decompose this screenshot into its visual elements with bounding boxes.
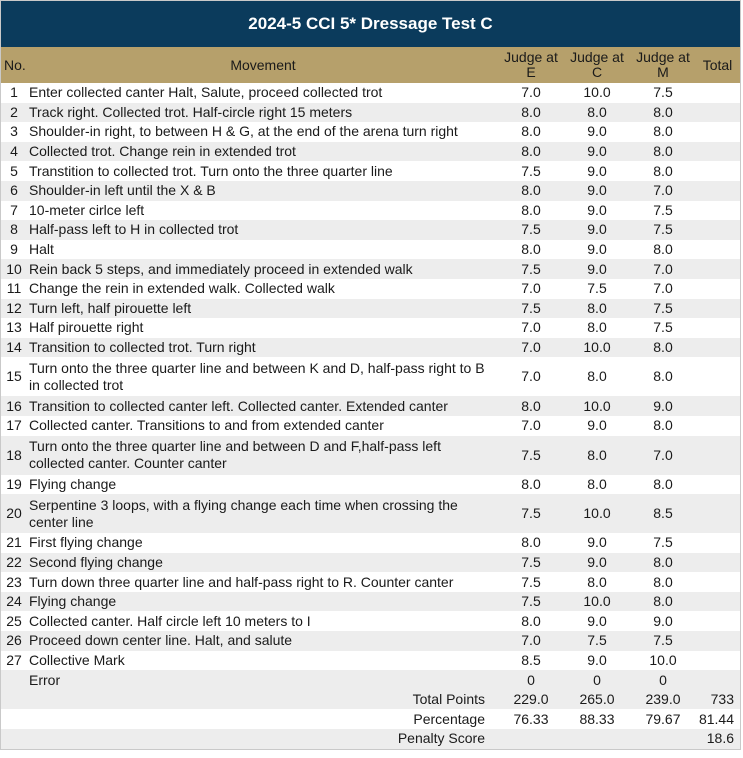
total-points-e: 229.0 <box>499 690 563 710</box>
row-total <box>695 572 740 592</box>
table-row <box>1 161 740 181</box>
row-number: 9 <box>10 241 18 258</box>
table-row <box>1 357 740 396</box>
row-judge-m: 8.0 <box>631 338 695 358</box>
row-number: 3 <box>10 123 18 140</box>
row-movement: Half pirouette right <box>29 319 144 336</box>
row-total <box>695 631 740 651</box>
row-movement: Second flying change <box>27 553 499 573</box>
row-judge-m: 8.0 <box>631 592 695 612</box>
row-judge-m: 8.0 <box>653 417 673 434</box>
percentage-m: 79.67 <box>645 710 681 727</box>
row-total <box>695 318 740 338</box>
row-movement: Collected canter. Half circle left 10 meters to I <box>29 612 311 629</box>
row-judge-c: 9.0 <box>563 181 631 201</box>
table-row <box>1 83 740 103</box>
row-movement: Turn down three quarter line and half-pass right to R. Counter canter <box>29 573 454 590</box>
row-number: 11 <box>6 280 22 297</box>
row-total <box>695 103 740 123</box>
row-judge-e: 7.0 <box>499 631 563 651</box>
header-judge-e-line1: Judge at <box>504 49 558 65</box>
row-judge-c: 10.0 <box>563 396 631 416</box>
row-number: 17 <box>6 417 22 434</box>
row-judge-m: 7.0 <box>631 181 695 201</box>
table-row <box>1 592 740 612</box>
row-judge-c: 8.0 <box>587 368 607 385</box>
row-total <box>695 357 740 396</box>
row-number: 16 <box>1 396 27 416</box>
row-movement: Half-pass left to H in collected trot <box>27 220 499 240</box>
row-number: 10 <box>1 259 27 279</box>
header-row <box>1 47 740 83</box>
row-judge-c: 9.0 <box>587 612 607 629</box>
row-total <box>695 592 740 612</box>
row-judge-m: 8.0 <box>631 103 695 123</box>
row-number: 24 <box>1 592 27 612</box>
total-points-label: Total Points <box>27 690 499 710</box>
row-movement: Shoulder-in left until the X & B <box>27 181 499 201</box>
row-judge-c: 8.0 <box>587 573 607 590</box>
row-judge-e: 7.5 <box>499 553 563 573</box>
row-total <box>695 240 740 260</box>
row-judge-c: 7.5 <box>563 631 631 651</box>
row-judge-e: 7.5 <box>499 592 563 612</box>
row-judge-e: 7.5 <box>499 494 563 533</box>
table-row <box>1 416 740 436</box>
header-movement: Movement <box>27 47 499 83</box>
row-total <box>695 259 740 279</box>
row-movement: Flying change <box>29 475 117 492</box>
row-judge-e: 7.5 <box>499 259 563 279</box>
row-number: 5 <box>10 162 18 179</box>
row-number: 7 <box>10 201 18 218</box>
row-movement: Serpentine 3 loops, with a flying change each time when crossing the center line <box>27 494 499 533</box>
percentage-total: 81.44 <box>698 710 734 727</box>
row-judge-e: 8.0 <box>499 103 563 123</box>
sheet-title: 2024-5 CCI 5* Dressage Test C <box>1 1 740 47</box>
table-row <box>1 103 740 123</box>
row-movement: Transtition to collected trot. Turn onto the three quarter line <box>29 162 393 179</box>
table-row <box>1 533 740 553</box>
table-row <box>1 318 740 338</box>
row-movement: Halt <box>29 241 54 258</box>
row-number: 18 <box>1 436 27 475</box>
row-judge-e: 8.0 <box>521 534 541 551</box>
table-row <box>1 299 740 319</box>
table-row <box>1 553 740 573</box>
row-judge-m: 10.0 <box>649 651 677 668</box>
row-number: 8 <box>1 220 27 240</box>
row-judge-e: 8.0 <box>499 181 563 201</box>
row-number: 19 <box>6 475 22 492</box>
row-total <box>695 533 740 553</box>
row-total <box>695 475 740 495</box>
table-row <box>1 201 740 221</box>
row-movement: Transition to collected trot. Turn right <box>27 338 499 358</box>
row-judge-e: 8.0 <box>521 201 541 218</box>
row-judge-m: 8.0 <box>653 241 673 258</box>
row-movement: Error <box>27 670 499 690</box>
row-movement: Flying change <box>27 592 499 612</box>
row-judge-c: 0 <box>563 670 631 690</box>
row-number: 1 <box>10 84 18 101</box>
penalty-label: Penalty Score <box>27 729 499 749</box>
row-judge-m: 8.0 <box>631 142 695 162</box>
table-row <box>1 220 740 240</box>
row-judge-c: 9.0 <box>563 220 631 240</box>
row-movement: Rein back 5 steps, and immediately proceed in extended walk <box>27 259 499 279</box>
row-judge-e: 7.5 <box>521 573 541 590</box>
row-judge-c: 9.0 <box>587 201 607 218</box>
score-table <box>1 47 740 749</box>
row-judge-c: 9.0 <box>587 162 607 179</box>
table-row <box>1 396 740 416</box>
row-number: 12 <box>1 299 27 319</box>
row-judge-e: 7.5 <box>499 436 563 475</box>
row-judge-m: 7.5 <box>653 319 673 336</box>
row-judge-c: 9.0 <box>587 123 607 140</box>
penalty-total: 18.6 <box>695 729 740 749</box>
row-total <box>695 83 740 103</box>
table-row <box>1 181 740 201</box>
row-judge-c: 9.0 <box>587 534 607 551</box>
row-total <box>695 201 740 221</box>
row-total <box>695 142 740 162</box>
table-row <box>1 279 740 299</box>
row-judge-e: 7.0 <box>521 84 541 101</box>
header-judge-m-line1: Judge at <box>636 49 690 65</box>
row-number: 2 <box>1 103 27 123</box>
row-movement: Change the rein in extended walk. Collected walk <box>29 280 335 297</box>
total-points-m: 239.0 <box>631 690 695 710</box>
row-judge-m: 7.5 <box>653 84 673 101</box>
row-judge-m: 7.5 <box>653 201 673 218</box>
row-total <box>695 181 740 201</box>
row-movement: Collected trot. Change rein in extended trot <box>27 142 499 162</box>
row-total <box>695 122 740 142</box>
row-judge-e: 8.5 <box>521 651 541 668</box>
row-number: 4 <box>1 142 27 162</box>
table-row <box>1 475 740 495</box>
row-movement: Turn onto the three quarter line and between D and F,half-pass left collected canter. Counter canter <box>27 436 499 475</box>
row-judge-c: 8.0 <box>563 103 631 123</box>
header-judge-m <box>631 47 695 83</box>
table-row <box>1 259 740 279</box>
row-total <box>695 396 740 416</box>
table-row <box>1 494 740 533</box>
row-judge-c: 8.0 <box>587 475 607 492</box>
row-judge-c: 10.0 <box>583 84 611 101</box>
row-judge-c: 9.0 <box>563 142 631 162</box>
row-judge-m: 7.5 <box>631 299 695 319</box>
percentage-row <box>1 709 740 729</box>
row-total <box>695 416 740 436</box>
row-judge-m: 7.0 <box>653 280 673 297</box>
row-judge-c: 9.0 <box>563 553 631 573</box>
row-number: 23 <box>6 573 22 590</box>
row-judge-m: 8.0 <box>653 573 673 590</box>
row-judge-m: 9.0 <box>631 396 695 416</box>
row-judge-m: 8.0 <box>653 123 673 140</box>
row-total <box>695 611 740 631</box>
row-number: 25 <box>6 612 22 629</box>
header-judge-c-line2: C <box>591 64 603 80</box>
percentage-label: Percentage <box>413 710 485 727</box>
row-judge-m: 9.0 <box>653 612 673 629</box>
row-judge-e: 7.0 <box>521 368 541 385</box>
row-movement: Turn onto the three quarter line and between K and D, half-pass right to B in collected trot <box>29 359 485 393</box>
summary-section <box>1 690 740 749</box>
percentage-c: 88.33 <box>579 710 615 727</box>
row-movement: 10-meter cirlce left <box>29 201 145 218</box>
table-row <box>1 631 740 651</box>
total-points-total: 733 <box>695 690 740 710</box>
row-number: 21 <box>6 534 22 551</box>
total-points-row <box>1 690 740 710</box>
row-total <box>695 670 740 690</box>
row-total <box>695 161 740 181</box>
row-number: 6 <box>1 181 27 201</box>
table-row <box>1 338 740 358</box>
table-row <box>1 122 740 142</box>
header-judge-c-line1: Judge at <box>570 49 624 65</box>
row-movement: Shoulder-in right, to between H & G, at the end of the arena turn right <box>29 123 458 140</box>
row-total <box>695 651 740 671</box>
row-total <box>695 436 740 475</box>
row-movement: Proceed down center line. Halt, and salute <box>27 631 499 651</box>
row-judge-c: 9.0 <box>587 651 607 668</box>
row-number: 20 <box>1 494 27 533</box>
row-judge-e: 7.0 <box>521 280 541 297</box>
row-movement: Track right. Collected trot. Half-circle right 15 meters <box>27 103 499 123</box>
row-total <box>695 338 740 358</box>
row-judge-c: 10.0 <box>563 338 631 358</box>
row-judge-c: 9.0 <box>587 241 607 258</box>
row-number: 14 <box>1 338 27 358</box>
row-judge-m: 8.0 <box>653 475 673 492</box>
row-movement: Transition to collected canter left. Collected canter. Extended canter <box>27 396 499 416</box>
row-judge-c: 9.0 <box>587 417 607 434</box>
row-judge-c: 8.0 <box>563 436 631 475</box>
row-judge-m: 8.5 <box>631 494 695 533</box>
row-total <box>695 553 740 573</box>
percentage-e: 76.33 <box>513 710 549 727</box>
row-judge-m: 8.0 <box>653 162 673 179</box>
row-judge-m: 7.5 <box>653 534 673 551</box>
row-judge-m: 7.5 <box>631 220 695 240</box>
row-judge-e: 7.5 <box>521 162 541 179</box>
table-row <box>1 611 740 631</box>
table-row <box>1 240 740 260</box>
row-judge-m: 0 <box>631 670 695 690</box>
row-judge-e: 7.0 <box>521 319 541 336</box>
row-judge-m: 7.0 <box>631 436 695 475</box>
table-row <box>1 670 740 690</box>
header-judge-e <box>499 47 563 83</box>
header-judge-m-line2: M <box>657 64 669 80</box>
row-judge-e: 7.5 <box>499 299 563 319</box>
row-judge-c: 9.0 <box>563 259 631 279</box>
row-number: 13 <box>6 319 22 336</box>
row-judge-m: 8.0 <box>631 553 695 573</box>
row-judge-e: 0 <box>499 670 563 690</box>
row-judge-e: 8.0 <box>499 396 563 416</box>
row-judge-m: 7.0 <box>631 259 695 279</box>
row-judge-c: 8.0 <box>587 319 607 336</box>
row-total <box>695 220 740 240</box>
row-total <box>695 279 740 299</box>
table-row <box>1 651 740 671</box>
row-judge-m: 7.5 <box>631 631 695 651</box>
row-number: 22 <box>1 553 27 573</box>
row-judge-c: 7.5 <box>587 280 607 297</box>
row-number <box>1 670 27 690</box>
row-judge-e: 8.0 <box>521 475 541 492</box>
row-number: 15 <box>6 368 22 385</box>
row-number: 27 <box>6 651 22 668</box>
total-points-c: 265.0 <box>563 690 631 710</box>
header-no: No. <box>1 47 27 83</box>
row-judge-e: 7.5 <box>499 220 563 240</box>
row-number: 26 <box>1 631 27 651</box>
row-judge-m: 8.0 <box>653 368 673 385</box>
header-judge-c <box>563 47 631 83</box>
header-total: Total <box>695 47 740 83</box>
row-movement: First flying change <box>29 534 143 551</box>
row-judge-c: 8.0 <box>563 299 631 319</box>
table-row <box>1 436 740 475</box>
row-judge-e: 7.0 <box>499 338 563 358</box>
row-judge-e: 8.0 <box>521 123 541 140</box>
table-row <box>1 572 740 592</box>
row-judge-e: 8.0 <box>499 142 563 162</box>
row-movement: Turn left, half pirouette left <box>27 299 499 319</box>
row-movement: Enter collected canter Halt, Salute, proceed collected trot <box>29 84 383 101</box>
row-total <box>695 299 740 319</box>
header-judge-e-line2: E <box>526 64 536 80</box>
row-total <box>695 494 740 533</box>
table-row <box>1 142 740 162</box>
row-judge-e: 8.0 <box>521 612 541 629</box>
row-judge-c: 10.0 <box>563 592 631 612</box>
row-movement: Collective Mark <box>29 651 125 668</box>
row-judge-c: 10.0 <box>563 494 631 533</box>
row-judge-e: 7.0 <box>521 417 541 434</box>
row-judge-e: 8.0 <box>521 241 541 258</box>
row-movement: Collected canter. Transitions to and from extended canter <box>29 417 384 434</box>
penalty-row <box>1 729 740 749</box>
